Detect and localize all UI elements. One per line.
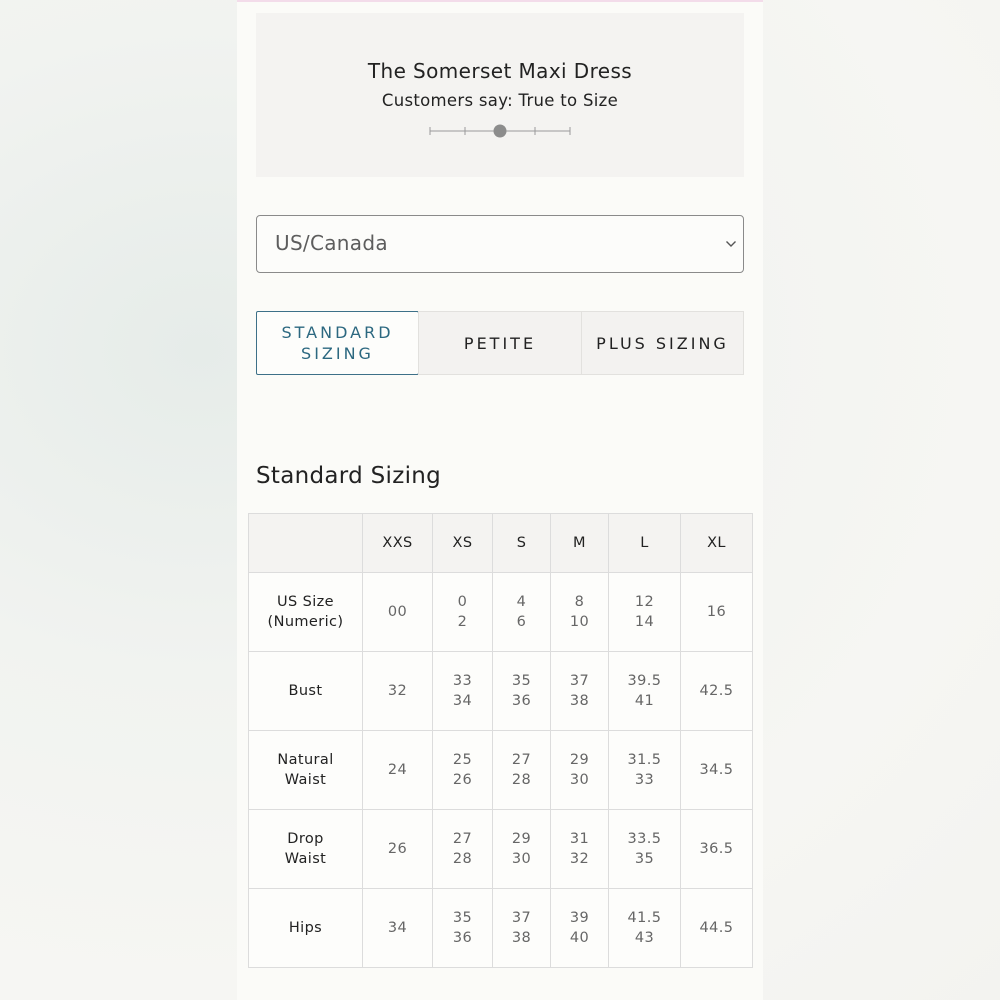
table-cell (363, 573, 433, 652)
cell-value: 25 (452, 752, 473, 768)
row-label (249, 573, 363, 652)
cell-value: 33 (634, 772, 655, 788)
table-cell (493, 810, 551, 889)
cell-value: 35 (511, 673, 532, 689)
table-cell (551, 652, 609, 731)
cell-value: 27 (452, 831, 473, 847)
table-cell (609, 731, 681, 810)
table-cell (433, 573, 493, 652)
tab-label: PETITE (463, 333, 537, 353)
cell-value: 44.5 (699, 920, 734, 936)
table-cell (433, 652, 493, 731)
tab-label-line: SIZING (301, 344, 374, 363)
cell-value: 42.5 (699, 683, 734, 699)
column-header: XL (681, 514, 753, 573)
fit-summary-card (256, 13, 744, 177)
cell-value: 35 (634, 851, 655, 867)
cell-value: 10 (569, 614, 590, 630)
table-cell (363, 731, 433, 810)
cell-value: 33.5 (627, 831, 662, 847)
cell-value: 8 (574, 594, 585, 610)
product-name: The Somerset Maxi Dress (367, 59, 633, 83)
cell-value: 41 (634, 693, 655, 709)
row-label-line: Natural (277, 752, 334, 768)
cell-value: 29 (511, 831, 532, 847)
table-row (249, 652, 753, 731)
table-cell (433, 810, 493, 889)
region-select-value: US/Canada (275, 231, 388, 255)
cell-value: 16 (706, 604, 727, 620)
row-label-line: (Numeric) (267, 614, 344, 630)
row-label (249, 889, 363, 968)
cell-value: 31 (569, 831, 590, 847)
cell-value: 36 (452, 930, 473, 946)
table-row (249, 573, 753, 652)
cell-value: 30 (511, 851, 532, 867)
cell-value: 38 (569, 693, 590, 709)
row-label-line: Hips (288, 920, 323, 936)
row-label (249, 810, 363, 889)
table-cell (363, 652, 433, 731)
chevron-down-icon (725, 238, 737, 250)
row-label (249, 731, 363, 810)
cell-value: 26 (387, 841, 408, 857)
cell-value: 14 (634, 614, 655, 630)
table-cell (493, 573, 551, 652)
table-cell (493, 889, 551, 968)
cell-value: 00 (387, 604, 408, 620)
table-cell (551, 889, 609, 968)
table-cell (681, 731, 753, 810)
cell-value: 39 (569, 910, 590, 926)
table-row (249, 810, 753, 889)
table-cell (551, 731, 609, 810)
column-header: S (493, 514, 551, 573)
tab-plus-sizing[interactable] (581, 311, 744, 375)
cell-value: 34.5 (699, 762, 734, 778)
row-label-line: Drop (287, 831, 324, 847)
row-label-line: Waist (284, 851, 327, 867)
cell-value: 40 (569, 930, 590, 946)
cell-value: 29 (569, 752, 590, 768)
column-header: XS (433, 514, 493, 573)
cell-value: 37 (569, 673, 590, 689)
cell-value: 31.5 (627, 752, 662, 768)
cell-value: 37 (511, 910, 532, 926)
tab-label-line: STANDARD (281, 323, 394, 342)
cell-value: 41.5 (627, 910, 662, 926)
cell-value: 38 (511, 930, 532, 946)
table-cell (681, 889, 753, 968)
column-header: M (551, 514, 609, 573)
table-cell (609, 652, 681, 731)
tab-standard-sizing[interactable] (256, 311, 419, 375)
cell-value: 34 (387, 920, 408, 936)
cell-value: 34 (452, 693, 473, 709)
sizing-tabs (256, 311, 744, 375)
fit-scale (426, 123, 574, 139)
cell-value: 43 (634, 930, 655, 946)
cell-value: 36 (511, 693, 532, 709)
region-select[interactable] (256, 215, 744, 273)
cell-value: 0 (457, 594, 468, 610)
table-cell (609, 573, 681, 652)
cell-value: 27 (511, 752, 532, 768)
table-cell (433, 889, 493, 968)
tab-label: PLUS SIZING (596, 333, 729, 353)
table-header-row (249, 514, 753, 573)
section-title: Standard Sizing (256, 463, 442, 489)
cell-value: 28 (511, 772, 532, 788)
row-label (249, 652, 363, 731)
cell-value: 6 (516, 614, 527, 630)
table-cell (609, 810, 681, 889)
table-cell (681, 810, 753, 889)
table-cell (551, 573, 609, 652)
cell-value: 35 (452, 910, 473, 926)
row-label-line: US Size (277, 594, 334, 610)
size-chart-table (248, 513, 753, 968)
fit-summary-text: Customers say: True to Size (381, 91, 619, 110)
cell-value: 26 (452, 772, 473, 788)
cell-value: 39.5 (627, 673, 662, 689)
tab-petite[interactable] (418, 311, 582, 375)
cell-value: 28 (452, 851, 473, 867)
cell-value: 2 (457, 614, 468, 630)
table-cell (363, 889, 433, 968)
table-cell (609, 889, 681, 968)
cell-value: 32 (569, 851, 590, 867)
row-label-line: Waist (284, 772, 327, 788)
table-cell (433, 731, 493, 810)
table-row (249, 731, 753, 810)
table-row (249, 889, 753, 968)
cell-value: 32 (387, 683, 408, 699)
cell-value: 30 (569, 772, 590, 788)
table-cell (681, 652, 753, 731)
table-cell (363, 810, 433, 889)
cell-value: 33 (452, 673, 473, 689)
cell-value: 4 (516, 594, 527, 610)
size-guide-panel (237, 0, 763, 1000)
row-label-line: Bust (288, 683, 323, 699)
cell-value: 36.5 (699, 841, 734, 857)
table-cell (551, 810, 609, 889)
table-cell (493, 652, 551, 731)
fit-scale-marker (494, 125, 507, 138)
cell-value: 24 (387, 762, 408, 778)
cell-value: 12 (634, 594, 655, 610)
table-cell (493, 731, 551, 810)
table-cell (681, 573, 753, 652)
column-header: L (609, 514, 681, 573)
column-header (249, 514, 363, 573)
column-header: XXS (363, 514, 433, 573)
